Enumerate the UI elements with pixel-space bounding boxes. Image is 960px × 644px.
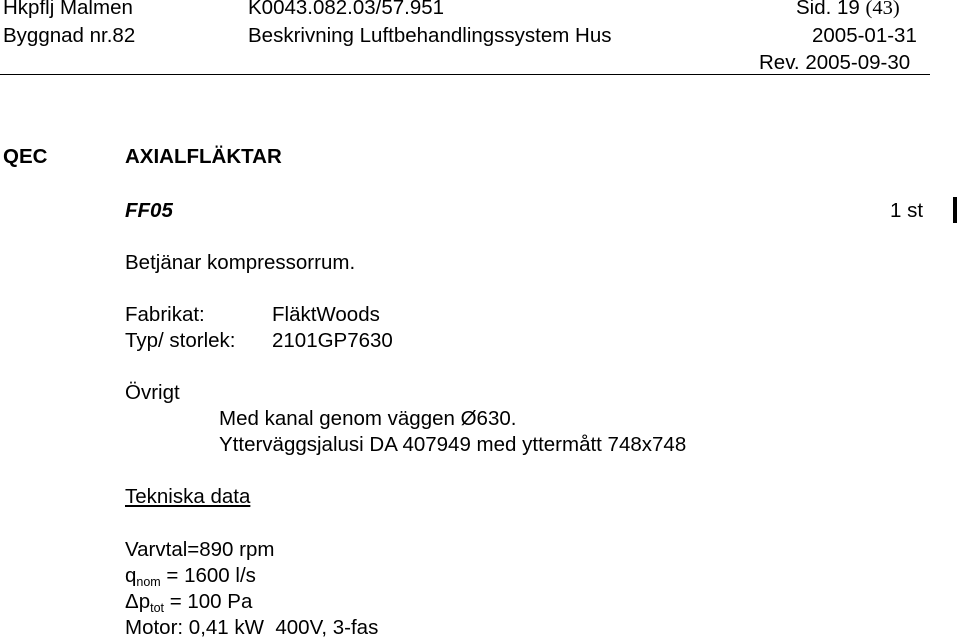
header-code: K0043.082.03/57.951 — [248, 0, 445, 19]
item-quantity: 1 st — [890, 199, 924, 222]
item-id: FF05 — [125, 199, 173, 222]
other-line-1: Med kanal genom väggen Ø630. — [219, 407, 517, 430]
other-heading: Övrigt — [125, 381, 180, 404]
pressure-symbol: Δp — [125, 590, 151, 613]
header-page-total: (43) — [865, 0, 900, 19]
manufacturer-label: Fabrikat: — [125, 303, 205, 326]
header-page — [796, 0, 900, 19]
header-title: Beskrivning Luftbehandlingssystem Hus — [248, 24, 612, 47]
header-revision: Rev. 2005-09-30 — [759, 51, 911, 74]
section-title: AXIALFLÄKTAR — [125, 145, 282, 168]
technical-flow — [125, 566, 256, 587]
manufacturer-value: FläktWoods — [272, 303, 380, 326]
type-value: 2101GP7630 — [272, 329, 393, 352]
type-label: Typ/ storlek: — [125, 329, 236, 352]
pressure-subscript: tot — [150, 601, 165, 615]
technical-pressure — [125, 592, 252, 613]
section-code: QEC — [3, 145, 48, 168]
flow-value: = 1600 l/s — [160, 564, 256, 587]
technical-speed: Varvtal=890 rpm — [125, 538, 275, 561]
technical-heading: Tekniska data — [125, 485, 251, 508]
pressure-value: = 100 Pa — [164, 590, 253, 613]
technical-motor: Motor: 0,41 kW 400V, 3-fas — [125, 616, 379, 639]
header-page-label: Sid. 19 — [796, 0, 860, 19]
flow-symbol: q — [125, 564, 137, 587]
flow-subscript: nom — [136, 575, 161, 589]
header-building: Byggnad nr.82 — [3, 24, 136, 47]
other-line-2: Ytterväggsjalusi DA 407949 med yttermått 748x748 — [219, 433, 687, 456]
revision-change-bar — [953, 197, 957, 223]
header-date: 2005-01-31 — [812, 24, 917, 47]
header-rule — [0, 74, 930, 75]
header-project: Hkpflj Malmen — [3, 0, 133, 19]
item-serves: Betjänar kompressorrum. — [125, 251, 356, 274]
